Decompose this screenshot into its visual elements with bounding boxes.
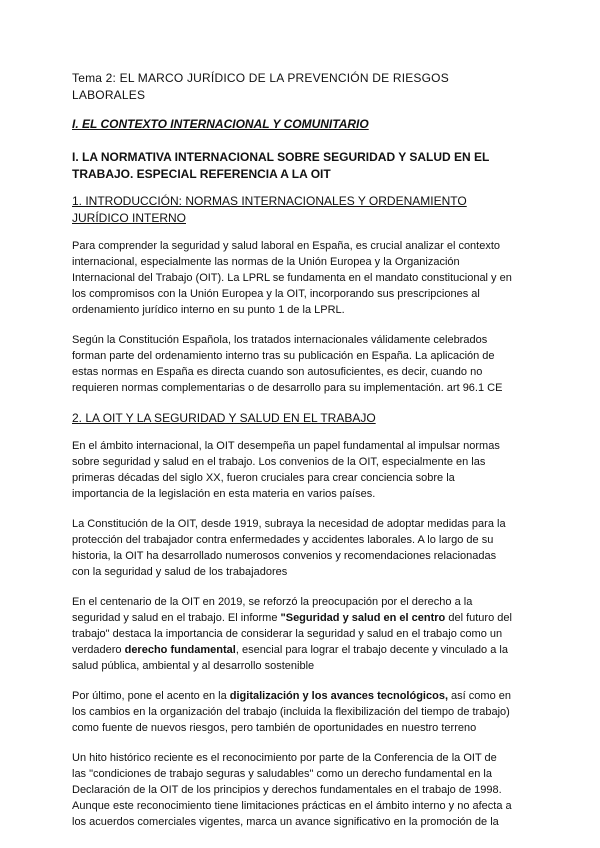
paragraph-5-text-1: En el centenario de la OIT en 2019, se reforzó la preocupación por el derecho a la seguridad y salud en el trabajo. El informe xyxy=(72,596,473,624)
paragraph-7: Un hito histórico reciente es el reconocimiento por parte de la Conferencia de la OIT de las "condiciones de trabajo seguras y saludables" como un derecho fundamental en la Declaración de la OIT de los principios y derechos fundamentales en el trabajo de 1998. Aunque este reconocimiento tiene limitaciones prácticas en el ámbito interno y no afecta a los acuerdos comerciales vigentes, marca un avance significativo en la promoción de la xyxy=(72,752,512,828)
document-title: Tema 2: EL MARCO JURÍDICO DE LA PREVENCIÓN DE RIESGOS LABORALES xyxy=(72,71,449,102)
paragraph-5-bold-1: "Seguridad y salud en el centro xyxy=(280,612,446,624)
paragraph-3: En el ámbito internacional, la OIT desempeña un papel fundamental al impulsar normas sobre seguridad y salud en el trabajo. Los convenios de la OIT, especialmente en las primeras décadas del siglo XX, fueron cruciales para crear conciencia sobre la importancia de la legislación en esta materia en varios países. xyxy=(72,440,500,500)
paragraph-5-text-2: del futuro del trabajo" destaca la importancia de considerar la seguridad y salud en el trabajo como un verdadero xyxy=(72,612,512,656)
paragraph-6 xyxy=(72,688,512,736)
paragraph-6-bold-1: digitalización y los avances tecnológicos, xyxy=(229,690,448,702)
subheading-introduccion: 1. INTRODUCCIÓN: NORMAS INTERNACIONALES Y ORDENAMIENTO JURÍDICO INTERNO xyxy=(72,194,467,225)
paragraph-6-text-2: así como en los cambios en la organización del trabajo (incluida la flexibilización del tiempo de trabajo) como fuente de nuevos riesgos, pero también de oportunidades en nuestro terreno xyxy=(72,690,511,734)
paragraph-5-bold-2: derecho fundamental xyxy=(124,644,236,656)
main-heading: I. LA NORMATIVA INTERNACIONAL SOBRE SEGURIDAD Y SALUD EN EL TRABAJO. ESPECIAL REFERENCIA A LA OIT xyxy=(72,150,490,181)
paragraph-5-text-3: , esencial para lograr el trabajo decente y vinculado a la salud pública, ambiental y al desarrollo sostenible xyxy=(72,644,508,672)
subheading-oit: 2. LA OIT Y LA SEGURIDAD Y SALUD EN EL TRABAJO xyxy=(72,411,376,425)
paragraph-5 xyxy=(72,594,512,674)
paragraph-6-text-1: Por último, pone el acento en la xyxy=(72,690,230,702)
paragraph-4: La Constitución de la OIT, desde 1919, subraya la necesidad de adoptar medidas para la protección del trabajador contra enfermedades y accidentes laborales. A lo largo de su historia, la OIT ha desarrollado numerosos convenios y recomendaciones relacionadas con la seguridad y salud de los trabajadores xyxy=(72,518,506,578)
paragraph-2: Según la Constitución Española, los tratados internacionales válidamente celebrados forman parte del ordenamiento interno tras su publicación en España. La aplicación de estas normas en España es directa cuando son autosuficientes, es decir, cuando no requieren normas complementarias o de desarrollo para su implementación. art 96.1 CE xyxy=(72,334,503,394)
paragraph-1: Para comprender la seguridad y salud laboral en España, es crucial analizar el contexto internacional, especialmente las normas de la Unión Europea y la Organización Internacional del Trabajo (OIT). La LPRL se fundamenta en el mandato constitucional y en los compromisos con la Unión Europea y la OIT, incorporando sus prescripciones al ordenamiento jurídico interno en su punto 1 de la LPRL. xyxy=(72,240,512,316)
section-title: I. EL CONTEXTO INTERNACIONAL Y COMUNITARIO xyxy=(72,117,369,131)
